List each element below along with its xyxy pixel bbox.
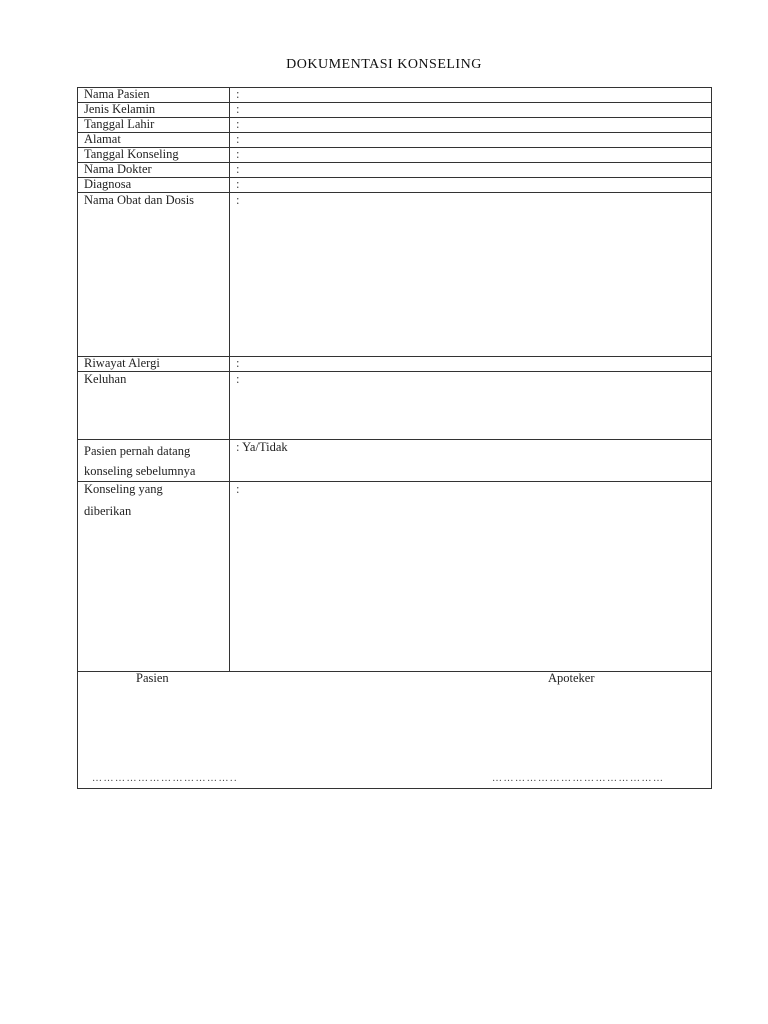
signature-area	[84, 672, 705, 788]
label-line-1: Pasien pernah datang	[84, 444, 191, 458]
label-konseling-diberikan	[78, 482, 230, 672]
signature-cell	[78, 672, 712, 789]
field-nama-dokter[interactable]	[230, 163, 712, 178]
row-nama-pasien	[78, 88, 712, 103]
signature-line-pasien[interactable]: ………………………………..	[92, 773, 238, 784]
field-nama-obat-dosis[interactable]	[230, 193, 712, 357]
colon: :	[236, 147, 240, 161]
field-pasien-pernah-datang[interactable]	[230, 440, 712, 482]
label-diagnosa: Diagnosa	[78, 178, 230, 193]
row-tanggal-lahir	[78, 118, 712, 133]
colon: :	[236, 102, 240, 116]
field-tanggal-konseling[interactable]	[230, 148, 712, 163]
field-alamat[interactable]	[230, 133, 712, 148]
colon: :	[236, 162, 240, 176]
label-line-2: konseling sebelumnya	[84, 464, 196, 478]
label-tanggal-konseling: Tanggal Konseling	[78, 148, 230, 163]
row-pasien-pernah-datang	[78, 440, 712, 482]
label-nama-pasien: Nama Pasien	[78, 88, 230, 103]
colon: :	[236, 372, 240, 386]
signature-label-apoteker: Apoteker	[548, 671, 595, 685]
row-diagnosa	[78, 178, 712, 193]
label-alamat: Alamat	[78, 133, 230, 148]
signature-row	[78, 672, 712, 789]
colon: :	[236, 117, 240, 131]
colon: :	[236, 193, 240, 207]
colon: :	[236, 440, 240, 454]
label-nama-obat-dosis: Nama Obat dan Dosis	[78, 193, 230, 357]
value-ya-tidak: Ya/Tidak	[242, 440, 288, 454]
label-line-1: Konseling yang	[84, 482, 163, 496]
label-line-2: diberikan	[84, 504, 132, 518]
field-diagnosa[interactable]	[230, 178, 712, 193]
label-jenis-kelamin: Jenis Kelamin	[78, 103, 230, 118]
row-riwayat-alergi	[78, 357, 712, 372]
label-keluhan: Keluhan	[78, 372, 230, 440]
signature-line-apoteker[interactable]: ………………………………………	[492, 773, 665, 784]
colon: :	[236, 177, 240, 191]
colon: :	[236, 356, 240, 370]
colon: :	[236, 132, 240, 146]
colon: :	[236, 87, 240, 101]
row-nama-obat-dosis	[78, 193, 712, 357]
field-konseling-diberikan[interactable]	[230, 482, 712, 672]
signature-label-pasien: Pasien	[136, 671, 169, 685]
label-pasien-pernah-datang	[78, 440, 230, 482]
row-konseling-diberikan	[78, 482, 712, 672]
colon: :	[236, 482, 240, 496]
field-riwayat-alergi[interactable]	[230, 357, 712, 372]
row-keluhan	[78, 372, 712, 440]
field-keluhan[interactable]	[230, 372, 712, 440]
row-nama-dokter	[78, 163, 712, 178]
label-riwayat-alergi: Riwayat Alergi	[78, 357, 230, 372]
field-tanggal-lahir[interactable]	[230, 118, 712, 133]
label-tanggal-lahir: Tanggal Lahir	[78, 118, 230, 133]
counseling-form-table	[77, 87, 712, 789]
document-title: DOKUMENTASI KONSELING	[286, 57, 482, 72]
field-jenis-kelamin[interactable]	[230, 103, 712, 118]
label-nama-dokter: Nama Dokter	[78, 163, 230, 178]
row-tanggal-konseling	[78, 148, 712, 163]
row-alamat	[78, 133, 712, 148]
field-nama-pasien[interactable]	[230, 88, 712, 103]
row-jenis-kelamin	[78, 103, 712, 118]
